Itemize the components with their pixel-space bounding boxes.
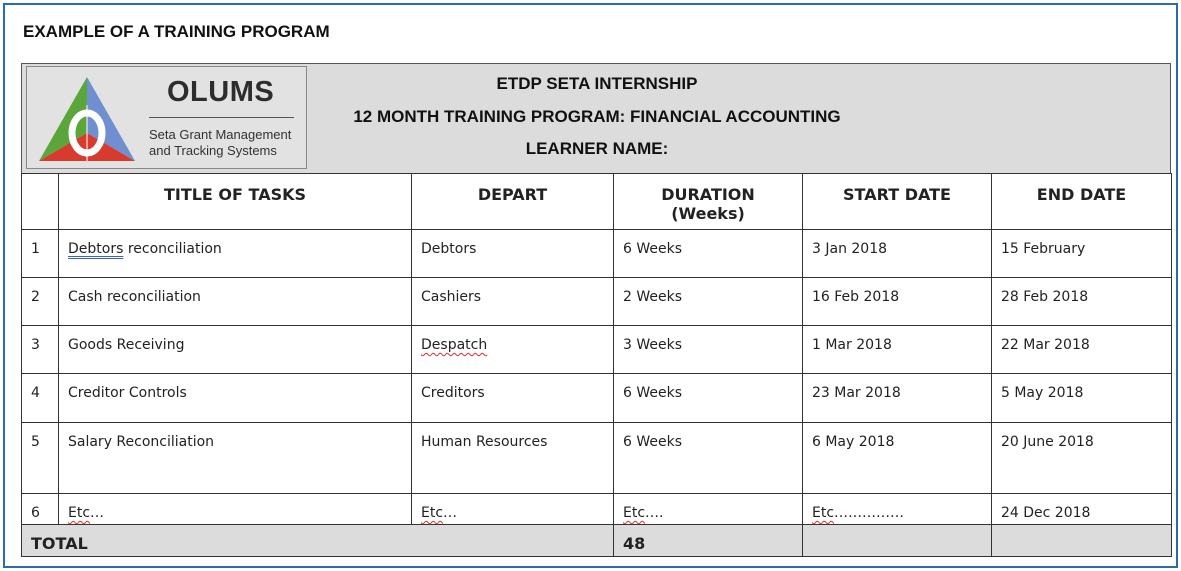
start-date-part: Etc bbox=[812, 505, 835, 521]
task-title bbox=[59, 494, 412, 525]
start-date-part: …………… bbox=[834, 505, 905, 521]
logo-subtitle bbox=[149, 127, 291, 159]
duration bbox=[614, 494, 803, 525]
col-header-depart: DEPART bbox=[412, 174, 614, 230]
col-header-end: END DATE bbox=[992, 174, 1172, 230]
training-table bbox=[21, 173, 1172, 557]
duration-part: Etc bbox=[623, 505, 646, 521]
row-num: 6 bbox=[22, 494, 59, 525]
table-row bbox=[22, 494, 1172, 525]
start-date: 23 Mar 2018 bbox=[803, 374, 992, 423]
table-row bbox=[22, 230, 1172, 278]
header-line1: ETDP SETA INTERNSHIP bbox=[496, 74, 698, 93]
olums-triangle-logo-icon bbox=[35, 75, 139, 163]
col-header-num bbox=[22, 174, 59, 230]
depart: Human Resources bbox=[412, 423, 614, 494]
total-empty-start bbox=[803, 525, 992, 557]
table-row bbox=[22, 423, 1172, 494]
col-header-start: START DATE bbox=[803, 174, 992, 230]
task-title: Creditor Controls bbox=[59, 374, 412, 423]
total-label: TOTAL bbox=[22, 525, 614, 557]
depart-part: Etc bbox=[421, 505, 444, 521]
logo-subtitle-line1: Seta Grant Management bbox=[149, 127, 292, 142]
depart-text: Despatch bbox=[421, 337, 488, 353]
depart-part: … bbox=[443, 505, 458, 521]
end-date: 15 February bbox=[992, 230, 1172, 278]
end-date: 28 Feb 2018 bbox=[992, 278, 1172, 326]
start-date: 16 Feb 2018 bbox=[803, 278, 992, 326]
start-date: 3 Jan 2018 bbox=[803, 230, 992, 278]
depart: Debtors bbox=[412, 230, 614, 278]
table-row bbox=[22, 374, 1172, 423]
task-title: Goods Receiving bbox=[59, 326, 412, 374]
row-num: 2 bbox=[22, 278, 59, 326]
depart bbox=[412, 326, 614, 374]
duration: 3 Weeks bbox=[614, 326, 803, 374]
start-date: 6 May 2018 bbox=[803, 423, 992, 494]
document-frame bbox=[3, 3, 1178, 568]
logo-divider bbox=[149, 117, 294, 118]
total-value: 48 bbox=[614, 525, 803, 557]
depart: Cashiers bbox=[412, 278, 614, 326]
task-title-part: Etc bbox=[68, 505, 91, 521]
depart bbox=[412, 494, 614, 525]
task-title: Salary Reconciliation bbox=[59, 423, 412, 494]
row-num: 4 bbox=[22, 374, 59, 423]
task-title-part: reconciliation bbox=[123, 241, 222, 257]
row-num: 5 bbox=[22, 423, 59, 494]
end-date: 20 June 2018 bbox=[992, 423, 1172, 494]
col-header-duration-line2: (Weeks) bbox=[671, 204, 745, 223]
program-banner bbox=[21, 63, 1171, 174]
duration-part: …. bbox=[645, 505, 664, 521]
learner-name-label: LEARNER NAME: bbox=[525, 139, 669, 158]
row-num: 3 bbox=[22, 326, 59, 374]
depart: Creditors bbox=[412, 374, 614, 423]
row-num: 1 bbox=[22, 230, 59, 278]
duration: 2 Weeks bbox=[614, 278, 803, 326]
start-date: 1 Mar 2018 bbox=[803, 326, 992, 374]
table-header-row bbox=[22, 174, 1172, 230]
task-title bbox=[59, 230, 412, 278]
olums-logo bbox=[26, 66, 307, 169]
table-row bbox=[22, 326, 1172, 374]
header-line2: 12 MONTH TRAINING PROGRAM: FINANCIAL ACCOUNTING bbox=[353, 107, 841, 126]
logo-subtitle-line2: and Tracking Systems bbox=[149, 143, 277, 158]
logo-name: OLUMS bbox=[167, 76, 275, 108]
end-date: 5 May 2018 bbox=[992, 374, 1172, 423]
duration: 6 Weeks bbox=[614, 423, 803, 494]
start-date bbox=[803, 494, 992, 525]
col-header-duration bbox=[614, 174, 803, 230]
col-header-duration-line1: DURATION bbox=[661, 185, 755, 204]
col-header-title: TITLE OF TASKS bbox=[59, 174, 412, 230]
task-title: Cash reconciliation bbox=[59, 278, 412, 326]
duration: 6 Weeks bbox=[614, 230, 803, 278]
end-date: 22 Mar 2018 bbox=[992, 326, 1172, 374]
total-row bbox=[22, 525, 1172, 557]
task-title-part: … bbox=[90, 505, 105, 521]
total-empty-end bbox=[992, 525, 1172, 557]
task-title-part: Debtors bbox=[68, 241, 124, 257]
table-row bbox=[22, 278, 1172, 326]
duration: 6 Weeks bbox=[614, 374, 803, 423]
document-title: EXAMPLE OF A TRAINING PROGRAM bbox=[23, 22, 330, 41]
end-date: 24 Dec 2018 bbox=[992, 494, 1172, 525]
